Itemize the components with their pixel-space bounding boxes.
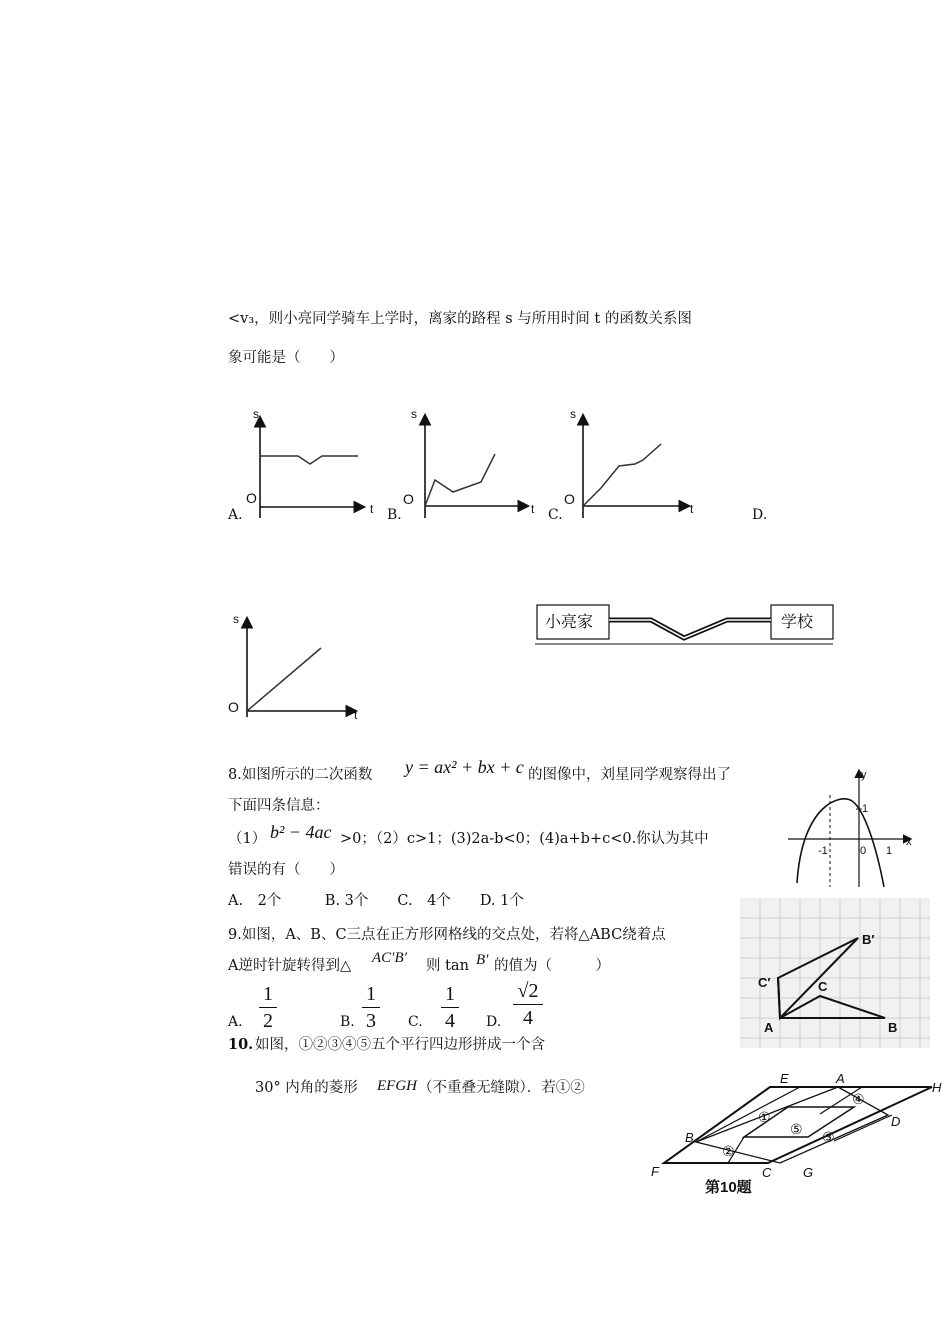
q8-line2: 下面四条信息： [228,798,330,814]
q10-efgh: EFGH [377,1078,417,1094]
graph-c-t: t [690,502,694,516]
parabola-x: x [906,836,912,848]
graph-d-s: s [233,612,239,626]
q8-line3-b: >0；（2）c>1；(3)2a-b<0；(4)a+b+c<0.你认为其中 [340,831,709,847]
q8-suffix: 的图像中，刘星同学观察得出了 [528,767,731,783]
q9-fraction-a [259,983,277,1032]
q7-option-a: A. [228,507,243,523]
rhombus-label-e: E [780,1071,789,1086]
q8-prefix: 8.如图所示的二次函数 [228,767,373,783]
graph-d-t: t [354,708,358,722]
parabola-one: 1 [862,803,869,815]
q8-formula: y = ax² + bx + c [405,757,524,777]
q9-fraction-a-den: 2 [263,1010,273,1032]
q8-formula2: b² − 4ac [270,822,332,842]
graph-a-s: s [253,407,259,421]
rhombus-label-h: H [932,1080,942,1095]
graph-b-t: t [531,502,535,516]
q7-option-d: D. [752,507,768,523]
q9-option-a: A. [228,1014,243,1030]
q7-option-b: B. [387,507,402,523]
rhombus-label-b: B [685,1130,694,1145]
rhombus-region-3: ③ [822,1130,835,1146]
graph-c-s: s [570,407,576,421]
graph-a-o: O [246,490,257,506]
graph-d-o: O [228,699,239,715]
q7-line1: <v₃，则小亮同学骑车上学时，离家的路程 s 与所用时间 t 的函数关系图 [228,311,692,327]
rhombus-region-2: ② [722,1144,735,1160]
rhombus-label-g: G [803,1165,814,1180]
parabola-neg-one: -1 [818,845,828,857]
q9-line2-a: A逆时针旋转得到△ [228,958,352,974]
q8-line4: 错误的有（ ） [228,862,344,878]
rhombus-label-d: D [891,1114,901,1129]
parabola-zero: 0 [860,845,867,857]
q9-option-d: D. [486,1014,502,1030]
q9-option-b: B. [340,1014,355,1030]
q9-line2-b: 则 tan [426,958,469,974]
rhombus-region-5: ⑤ [790,1122,803,1138]
q10-line2-b: （不重叠无缝隙）．若①② [418,1080,585,1096]
q9-fraction-d-num: √2 [517,980,539,1002]
route-school-label: 学校 [781,614,814,631]
grid-label-b-prime: B′ [862,932,875,947]
grid-label-b: B [888,1020,898,1035]
graph-a-t: t [370,502,374,516]
route-home-label: 小亮家 [545,614,594,631]
q9-fraction-b [362,983,380,1032]
q7-option-c: C. [548,507,563,523]
parabola-x-one: 1 [886,845,893,857]
rhombus-caption: 第10题 [705,1179,752,1196]
q7-line2: 象可能是（ ） [228,350,344,366]
rhombus-region-4: ④ [852,1092,865,1108]
q9-fraction-d [513,980,543,1029]
graph-c [563,400,703,525]
q9-fraction-d-den: 4 [523,1007,533,1029]
parabola-y: y [861,769,867,781]
parabola-graph [780,765,920,890]
q9-fraction-c-den: 4 [445,1010,455,1032]
rhombus-label-c: C [762,1165,772,1180]
q10-line1: 如图，①②③④⑤五个平行四边形拼成一个含 [255,1037,545,1053]
q9-rotated: AC′B′ [372,950,407,966]
rhombus-region-1: ① [758,1110,771,1126]
graph-c-o: O [564,491,575,507]
grid-label-a: A [764,1020,774,1035]
q9-bprime: B′ [476,952,489,968]
q8-line3-a: （1） [228,831,267,847]
q9-fraction-c-num: 1 [445,983,455,1005]
graph-b-s: s [411,407,417,421]
q9-fraction-c [441,983,459,1032]
rhombus-label-f: F [651,1164,659,1179]
graph-d [225,605,365,730]
graph-a [238,400,378,525]
q8-choices: A. 2个 B. 3个 C. 4个 D. 1个 [228,893,524,909]
q10-number: 10. [228,1036,254,1053]
q9-fraction-b-den: 3 [366,1010,376,1032]
graph-b-o: O [403,491,414,507]
graph-b [405,400,545,525]
q9-fraction-a-num: 1 [263,983,273,1005]
q9-option-c: C. [408,1014,423,1030]
grid-label-c: C [818,979,828,994]
q9-line2-c: 的值为（ ） [494,958,610,974]
q10-line2-a: 30° 内角的菱形 [255,1080,358,1096]
rhombus-label-a: A [836,1071,845,1086]
q9-fraction-b-num: 1 [366,983,376,1005]
q9-line1: 9.如图，A、B、C三点在正方形网格线的交点处，若将△ABC绕着点 [228,927,666,943]
grid-label-c-prime: C′ [758,975,771,990]
